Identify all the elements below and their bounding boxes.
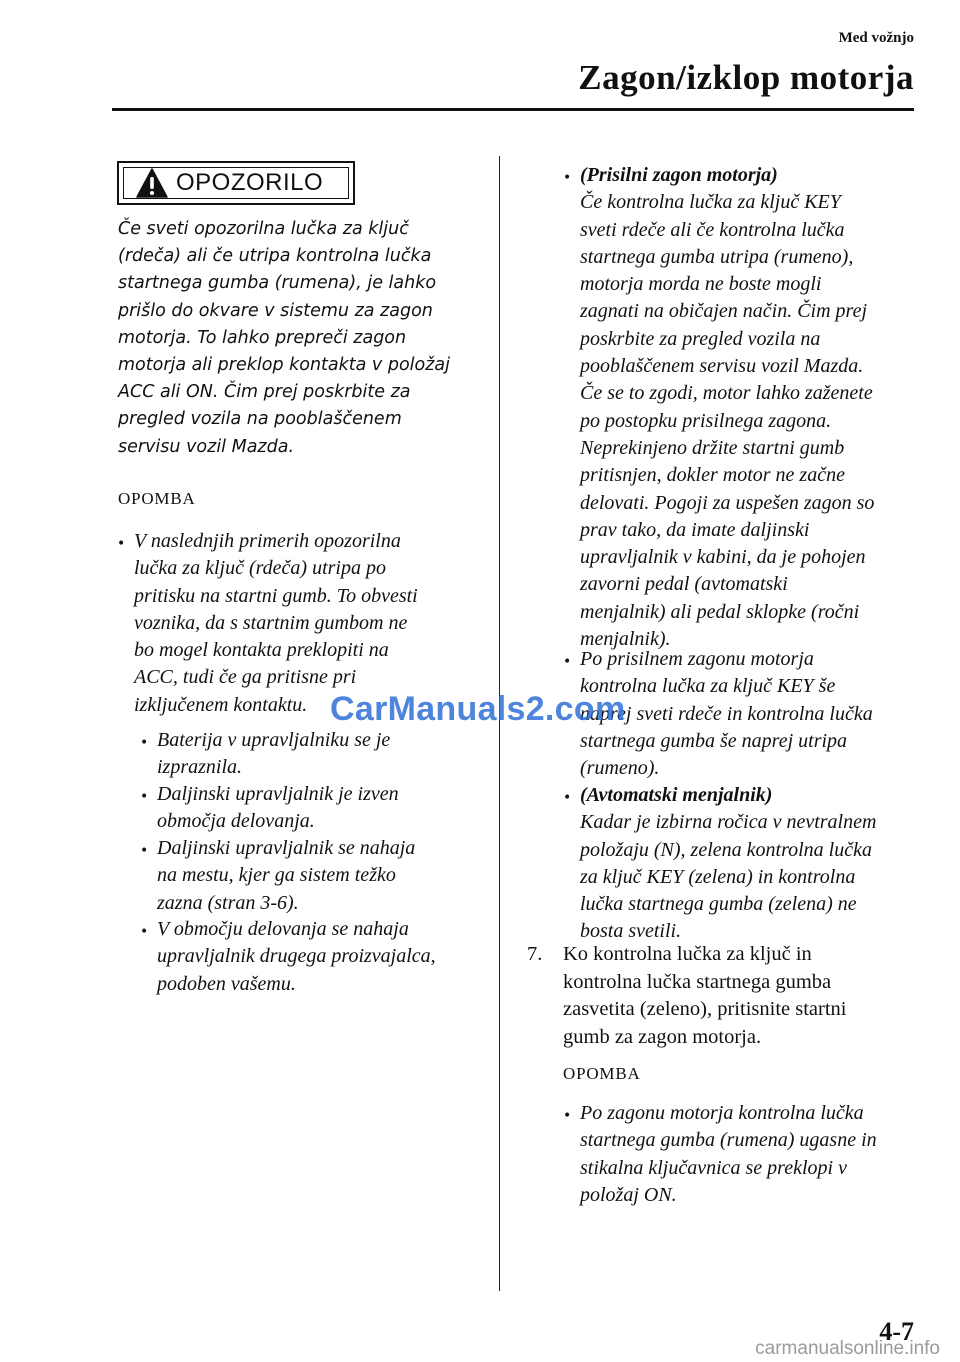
forced-start-block: (Prisilni zagon motorja) Če kontrolna lučka za ključ KEY sveti rdeče ali če kontrolna lučka startnega gumba utripa (rumeno), motorja morda ne boste mogli zagnati na običajen način. Čim prej poskrbite za pregled vozila na pooblaščenem servisu vozil Mazda. Če se to zgodi, motor lahko zaženete po postopku prisilnega zagona. Neprekinjeno držite startni gumb pritisnjen, dokler motor ne začne delovati. Pogoji za uspešen zagon so prav tako, da imate daljinski upravljalnik v kabini, da je pohojen zavorni pedal (avtomatski menjalnik) ali pedal sklopke (ročni menjalnik). — [580, 162, 930, 653]
footer-watermark: carmanualsonline.info — [755, 1338, 940, 1359]
after-forced-block: Po prisilnem zagonu motorja kontrolna lučka za ključ KEY še naprej sveti rdeče in kontrolna lučka startnega gumba še naprej utripa (rumeno). — [580, 648, 873, 780]
watermark: CarManuals2.com — [330, 690, 626, 728]
sub-bullet: • — [140, 924, 149, 940]
header-section-label: Med vožnjo — [838, 30, 914, 46]
bullet: • — [563, 790, 572, 806]
page-title: Zagon/izklop motorja — [578, 58, 914, 97]
bullet: • — [563, 1108, 572, 1124]
sub-bullet: • — [140, 735, 149, 751]
sub-bullet-text: Daljinski upravljalnik je izven območja delovanja. — [157, 783, 399, 833]
warning-text: Če sveti opozorilna lučka za ključ (rdeča) ali če utripa kontrolna lučka startnega gumba (rumena), je lahko prišlo do okvare v sistemu za zagon motorja. To lahko prepreči zagon motorja ali preklop kontakta v položaj ACC ali ON. Čim prej poskrbite za pregled vozila na pooblaščenem servisu vozil Mazda. — [118, 219, 450, 457]
bullet: • — [563, 654, 572, 670]
header-rule — [112, 108, 914, 111]
step-text: Ko kontrolna lučka za ključ in kontrolna lučka startnega gumba zasvetita (zeleno), pritisnite startni gumb za zagon motorja. — [563, 943, 847, 1048]
sub-bullet-text: Baterija v upravljalniku se je izpraznila. — [157, 729, 391, 779]
note-bullet-text: V naslednjih primerih opozorilna lučka za ključ (rdeča) utripa po pritisku na startni gumb. To obvesti voznika, da s startnim gumbom ne bo mogel kontakta preklopiti na ACC, tudi če ga pritisne pri izključenem kontaktu. — [134, 530, 418, 716]
sub-bullet-text: V območju delovanja se nahaja upravljalnik drugega proizvajalca, podoben vašemu. — [157, 918, 436, 995]
note-heading-right: OPOMBA — [563, 1064, 641, 1083]
note-heading-left: OPOMBA — [118, 489, 196, 508]
auto-transmission-block: (Avtomatski menjalnik) Kadar je izbirna ročica v nevtralnem položaju (N), zelena kontrolna lučka za ključ KEY (zelena) in kontrolna lučka startnega gumba (zelena) ne bosta svetili. — [580, 782, 930, 946]
page-number: 4-7 — [879, 1317, 914, 1346]
bullet: • — [117, 536, 126, 552]
warning-box — [117, 161, 355, 205]
warning-triangle-icon — [136, 168, 168, 198]
forced-start-heading: (Prisilni zagon motorja) — [580, 164, 778, 186]
sub-bullet-text: Daljinski upravljalnik se nahaja na mestu, kjer ga sistem težko zazna (stran 3-6). — [157, 837, 416, 914]
warning-label: OPOZORILO — [176, 169, 324, 196]
sub-bullet: • — [140, 843, 149, 859]
sub-bullet: • — [140, 789, 149, 805]
auto-transmission-heading: (Avtomatski menjalnik) — [580, 784, 773, 806]
note-bullet-text: Po zagonu motorja kontrolna lučka startnega gumba (rumena) ugasne in stikalna ključavnica se preklopi v položaj ON. — [580, 1102, 877, 1206]
bullet: • — [563, 170, 572, 186]
step-number: 7. — [527, 943, 543, 965]
